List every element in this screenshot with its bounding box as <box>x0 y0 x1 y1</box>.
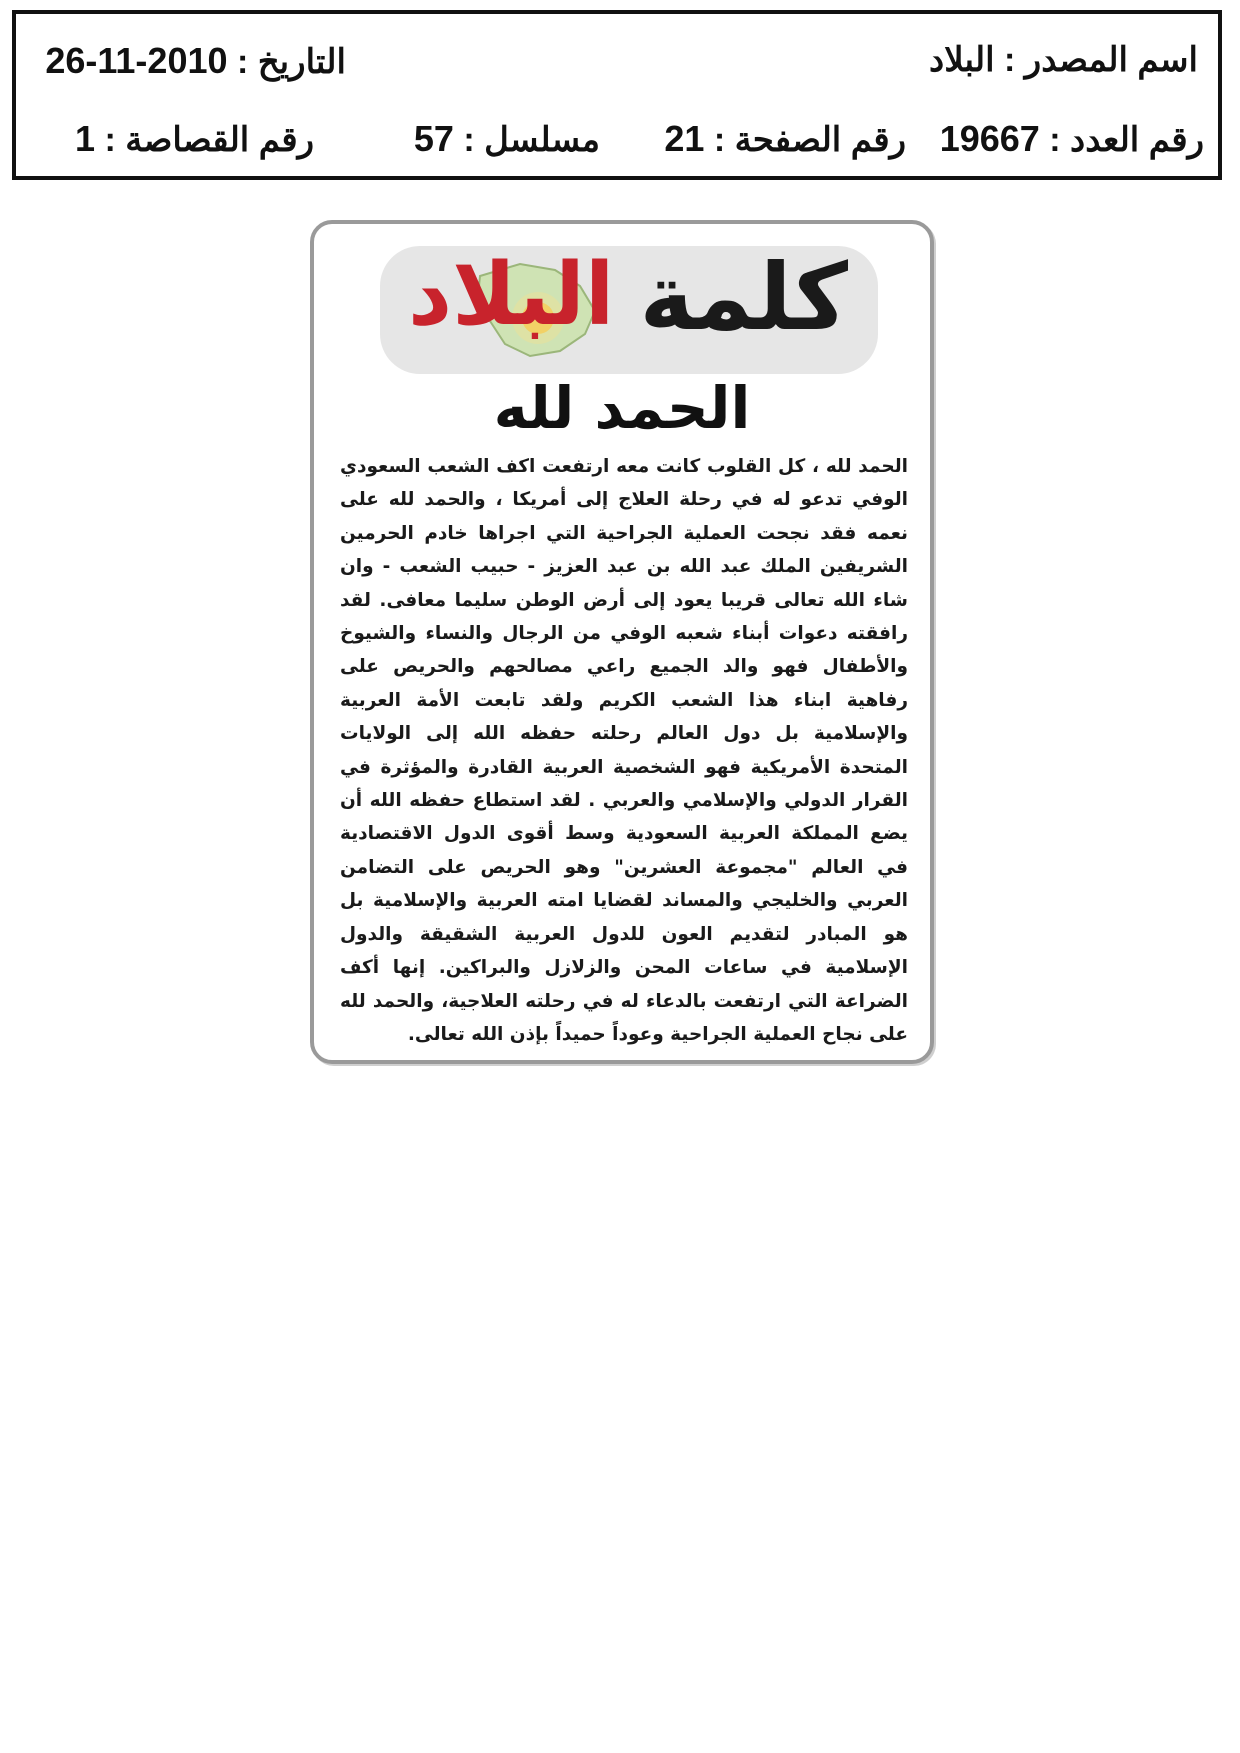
date-label: التاريخ : <box>236 43 346 81</box>
issue-field <box>940 118 1204 160</box>
article-body: الحمد لله ، كل القلوب كانت معه ارتفعت اكف الشعب السعودي الوفي تدعو له في رحلة العلاج إلى أمريكا ، والحمد لله على نعمه فقد نجحت العملية الجراحية التي اجراها خادم الحرمين الشريفين الملك عبد الله بن عبد العزيز - حبيب الشعب - وان شاء الله تعالى قريبا يعود إلى أرض الوطن سليما معافى. لقد رافقته دعوات أبناء شعبه الوفي من الرجال والنساء والشيوخ والأطفال فهو والد الجميع راعي مصالحهم والحريص على رفاهية ابناء هذا الشعب الكريم ولقد تابعت الأمة العربية والإسلامية بل دول العالم رحلته حفظه الله إلى الولايات المتحدة الأمريكية فهو الشخصية العربية القادرة والمؤثرة في القرار الدولي والإسلامي والعربي . لقد استطاع حفظه الله أن يضع المملكة العربية السعودية وسط أقوى الدول الاقتصادية في العالم "مجموعة العشرين" وهو الحريص على التضامن العربي والخليجي والمساند لقضايا امته العربية والإسلامية بل هو المبادر لتقديم العون للدول العربية الشقيقة والدول الإسلامية في ساعات المحن والزلازل والبراكين. إنها أكف الضراعة التي ارتفعت بالدعاء له في رحلته العلاجية، والحمد لله على نجاح العملية الجراحية وعوداً حميداً بإذن الله تعالى. <box>340 456 908 1045</box>
newspaper-clipping <box>310 220 934 1064</box>
metadata-header <box>12 10 1222 180</box>
issue-label: رقم العدد : <box>1049 121 1204 159</box>
brand-red-word: البلاد <box>408 246 615 345</box>
article-headline: الحمد لله <box>493 374 751 442</box>
page-label: رقم الصفحة : <box>713 121 906 159</box>
issue-value: 19667 <box>939 118 1040 159</box>
date-field <box>45 40 346 82</box>
brand-black-word: كلمة <box>639 246 848 351</box>
source-field <box>929 40 1198 80</box>
clip-field <box>75 118 314 160</box>
serial-field <box>414 118 600 160</box>
metadata-row-2 <box>16 118 1218 168</box>
serial-label: مسلسل : <box>463 121 600 159</box>
clip-label: رقم القصاصة : <box>104 121 314 159</box>
source-value: البلاد <box>929 41 995 79</box>
clip-value: 1 <box>75 118 96 159</box>
metadata-row-1 <box>16 40 1218 90</box>
page-value: 21 <box>664 118 705 159</box>
page-field <box>664 118 906 160</box>
column-masthead <box>380 246 878 374</box>
source-label: اسم المصدر : <box>1004 41 1198 79</box>
date-value: 2010-11-26 <box>45 40 228 81</box>
serial-value: 57 <box>413 118 454 159</box>
